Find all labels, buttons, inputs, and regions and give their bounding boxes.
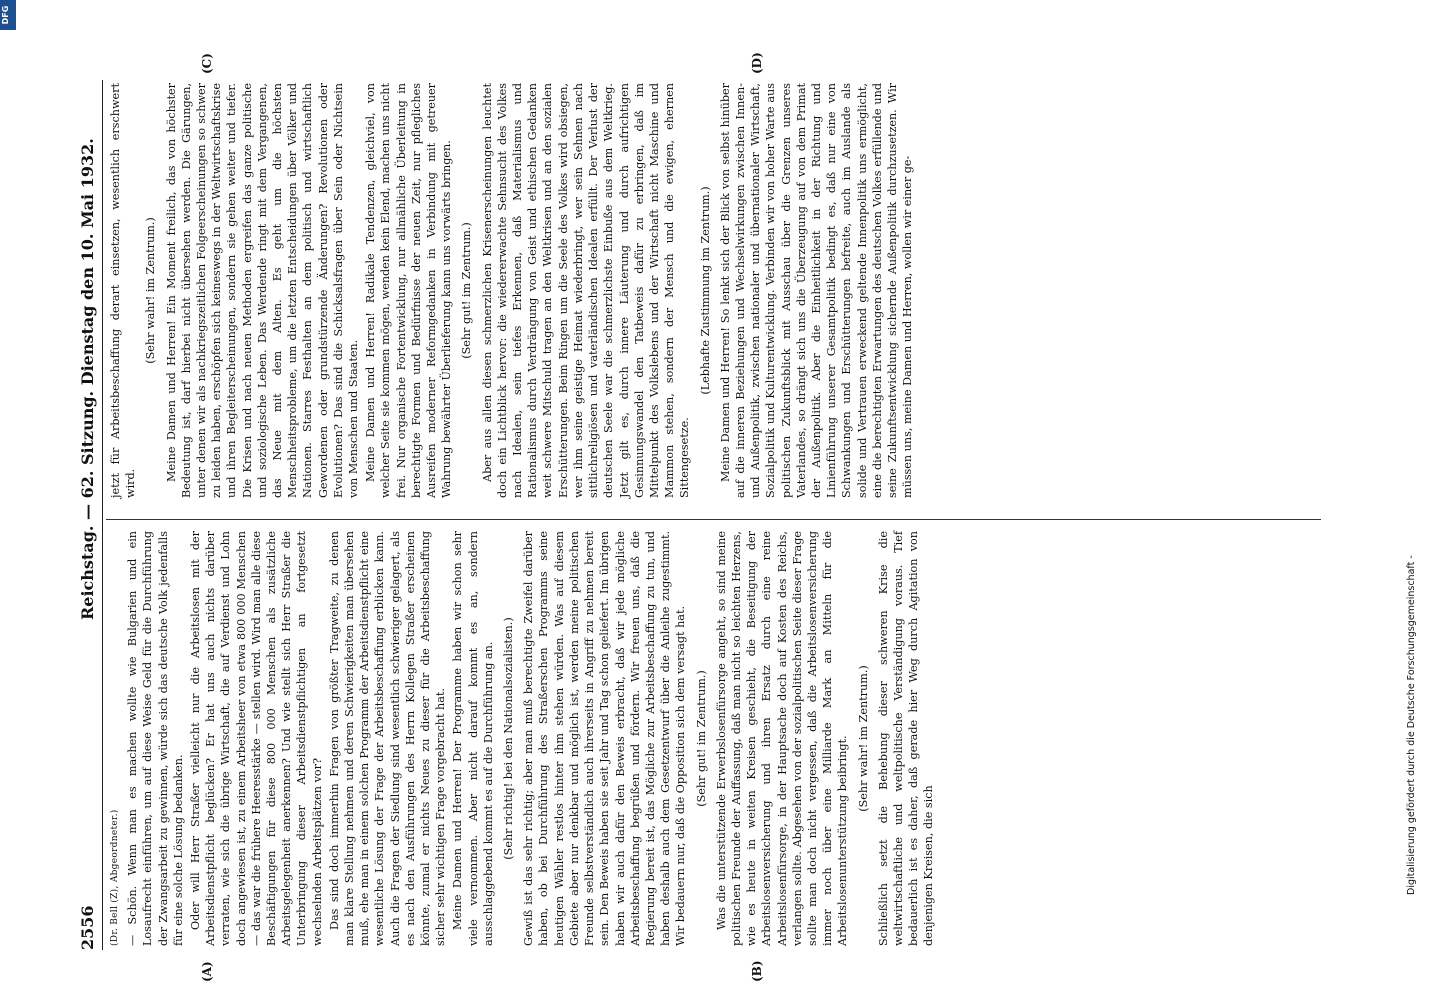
- logo-text: DFG: [1, 5, 10, 25]
- margin-letter-a: (A): [200, 961, 214, 982]
- interjection: (Lebhafte Zustimmung im Zentrum.): [698, 186, 712, 395]
- margin-letter-d: (D): [750, 52, 764, 74]
- dfg-logo-icon: [0, 0, 16, 30]
- left-column: [108, 531, 939, 946]
- right-column: [108, 83, 917, 498]
- interjection: (Sehr wahr! im Zentrum.): [856, 665, 870, 812]
- paragraph: Meine Damen und Herren! Der Programme haben wir schon sehr viele vernommen. Aber nicht darauf kommt es an, sondern ausschlaggebend kommt es auf die Durchführung an.: [451, 531, 495, 946]
- paragraph: Gewiß ist das sehr richtig; aber man muß berechtigte Zweifel darüber haben, ob bei Durchführung des Straßerschen Programms seine heutigen Wähler restlos hinter ihm stehen würden. Was auf diesem Gebiete aber nur denkbar und möglich ist, werden meine politischen Freunde selbstverständlich auch ihrerseits in Angriff zu nehmen bereit sein. Den Beweis haben sie seit Jahr und Tag schon geliefert. Im übrigen haben wir auch dafür den Beweis erbracht, daß wir jede mögliche Arbeitsbeschaffung begrüßen und fördern. Wir freuen uns, daß die Regierung bereit ist, das Mögliche zur Arbeitsbeschaffung zu tun, und haben deshalb auch dem Gesetzentwurf über die Anleihe zugestimmt. Wir bedauern nur, daß die Opposition sich dem versagt hat.: [522, 531, 688, 946]
- paragraph: Was die unterstützende Erwerbslosenfürsorge angeht, so sind meine politischen Freunde der Auffassung, daß man nicht so leichten Herzens, wie es heute in weiten Kreisen geschieht, die Beseitigung der Arbeitslosenversicherung und ihren Ersatz durch eine reine Arbeitslosenfürsorge, in der Hauptsache doch auf Kosten des Reichs, verlangen sollte. Abgesehen von der sozialpolitischen Seite dieser Frage sollte man doch nicht vergessen, daß die Arbeitslosenversicherung immer noch über eine Milliarde Mark an Mitteln für die Arbeitslosenunterstützung beibringt.: [714, 531, 850, 946]
- interjection: (Sehr richtig! bei den Nationalsozialisten.): [502, 617, 516, 860]
- paragraph: Schließlich setzt die Behebung dieser schweren Krise die weltwirtschaftliche und weltpolitische Verständigung voraus. Tief bedauerlich ist es daher, daß gerade hier Weg durch Agitation von denjenigen Kreisen, die sich: [876, 531, 936, 946]
- scanned-page: [50, 52, 1330, 982]
- margin-letter-c: (C): [200, 53, 214, 74]
- paragraph: Aber aus allen diesen schmerzlichen Krisenerscheinungen leuchtet doch ein Lichtblick hervor: die wiedererwachte Sehnsucht des Volkes nach Idealen, sein tiefes Erkennen, daß Materialismus und Rationalismus durch Verdrängung von Geist und ethischen Gedanken weit schwere Mitschuld tragen an den Weltkrisen und an den sozialen Erschütterungen. Beim Ringen um die Seele des Volkes wird obsiegen, wer ihm seine geistige Heimat wiederbringt, wer sein Sehnen nach sittlichreligiösen und vaterländischen Idealen erfüllt. Der Verlust der deutschen Seele war die schmerzlichste Einbuße aus dem Weltkrieg. Jetzt gilt es, durch innere Läuterung und durch aufrichtigen Gesinnungswandel den Tatbeweis dafür zu erbringen, daß im Mittelpunkt des Volkslebens und der Wirtschaft nicht Maschine und Mammon stehen, sondern der Mensch und die ewigen, ehernen Sittengesetze.: [480, 83, 692, 498]
- header-rule: [102, 80, 103, 950]
- running-head: [78, 80, 100, 950]
- page-number: 2556: [78, 905, 97, 950]
- paragraph: Meine Damen und Herren! Radikale Tendenzen, gleichviel, von welcher Seite sie kommen mögen, wenden kein Elend, machen uns nicht frei. Nur organische Fortentwicklung, nur allmähliche Überleitung in berechtigte Formen und Bedürfnisse der neuen Zeit, nur pflegliches Ausreifen moderner Reformgedanken in Verbindung mit getreuer Wahrung bewährter Überlieferung kann uns vorwärts bringen.: [364, 83, 454, 498]
- page-title: Reichstag. — 62. Sitzung. Dienstag den 10. Mai 1932.: [78, 138, 97, 620]
- column-divider: [106, 519, 1321, 520]
- paragraph: — Schön. Wenn man es machen wollte wie Bulgarien und ein Losaufrecht einführen, um auf diese Weise Geld für die Durchführung der Zwangsarbeit zu gewinnen, würde sich das deutsche Volk jedenfalls für eine solche Lösung bedanken.: [126, 531, 185, 946]
- paragraph: Meine Damen und Herren! Ein Moment freilich, das von höchster Bedeutung ist, darf hierbei nicht übersehen werden. Die Gärungen, unter denen wir als nachkriegszeitlichen Folgeerscheinungen so schwer zu leiden haben, erschöpfen sich keineswegs in der Weltwirtschaftskrise und ihren Begleiterscheinungen, sondern sie gehen weiter und tiefer. Die Krisen und nach neuen Methoden ergreifen das ganze politische und soziologische Leben. Das Werdende ringt mit dem Vergangenen, das Neue mit dem Alten. Es geht um die höchsten Menschheitsprobleme, um die letzten Entscheidungen über Völker und Nationen. Starres Festhalten an dem politisch und wirtschaftlich Gewordenen oder grundstürzende Änderungen? Revolutionen oder Evolutionen? Das sind die Schicksalsfragen über Sein oder Nichtsein von Menschen und Staaten.: [164, 83, 361, 498]
- credit-text: Digitalisierung gefördert durch die Deutsche Forschungsgemeinschaft -: [1406, 555, 1417, 895]
- paragraph: Das sind doch immerhin Fragen von größter Tragweite, zu denen man klare Stellung nehmen und deren Schwierigkeiten man übersehen muß, ehe man in einem solchen Programm der Arbeitsdienstpflicht eine wesentliche Lösung der Frage der Arbeitsbeschaffung erblicken kann. Auch die Fragen der Siedlung sind wesentlich schwieriger gelagert, als es nach den Ausführungen des Herrn Kollegen Straßer erscheinen könnte, zumal er nichts Neues zu dieser für die Arbeitsbeschaffung sicher sehr wichtigen Frage vorgebracht hat.: [327, 531, 448, 946]
- speaker-prefix: (Dr. Bell (Z), Abgeordneter.): [110, 809, 120, 946]
- interjection: (Sehr wahr! im Zentrum.): [144, 217, 158, 364]
- digitization-credit: [1406, 15, 1426, 895]
- margin-letter-b: (B): [750, 960, 764, 982]
- interjection: (Sehr gut! im Zentrum.): [460, 222, 474, 359]
- paragraph: Meine Damen und Herren! So lenkt sich der Blick von selbst hinüber auf die inneren Beziehungen und Wechselwirkungen zwischen Innen- und Außenpolitik, zwischen nationaler und übernationaler Wirtschaft, Sozialpolitik und Kulturentwicklung. Verbinden wir von hoher Warte aus politischen Zukunftsblick mit Ausschau über die Grenzen unseres Vaterlandes, so drängt sich uns die Überzeugung auf von dem Primat der Außenpolitik. Aber die Einheitlichkeit in der Richtung und Linienführung unserer Gesamtpolitik bedingt es, daß nur eine von Schwankungen und Erschütterungen befreite, auch im Auslande als solide und Vertrauen erweckend geltende Innenpolitik uns ermöglicht, eine die berechtigten Erwartungen des deutschen Volkes erfüllende und seine Zukunftsentwicklung sichernde Außenpolitik durchzusetzen. Wir müssen uns, meine Damen und Herren, wollen wir einer ge-: [718, 83, 915, 498]
- paragraph: Oder will Herr Straßer vielleicht nur die Arbeitslosen mit der Arbeitsdienstpflicht beglücken? Er hat uns auch nichts darüber verraten, wie sich die übrige Wirtschaft, die auf Verdienst und Lohn doch angewiesen ist, zu einem Arbeitsheer von etwa 800 000 Menschen — das war die frühere Heeresstärke — stellen wird. Wird man alle diese Beschäftigungen für diese 800 000 Menschen als zusätzliche Arbeitsgelegenheit anerkennen? Und wie stellt sich Herr Straßer die Unterbringung dieser Arbeitsdienstpflichtigen an fortgesetzt wechselnden Arbeitsplätzen vor?: [189, 531, 324, 946]
- paragraph: jetzt für Arbeitsbeschaffung derart einsetzen, wesentlich erschwert wird.: [109, 83, 138, 498]
- interjection: (Sehr gut! im Zentrum.): [694, 670, 708, 807]
